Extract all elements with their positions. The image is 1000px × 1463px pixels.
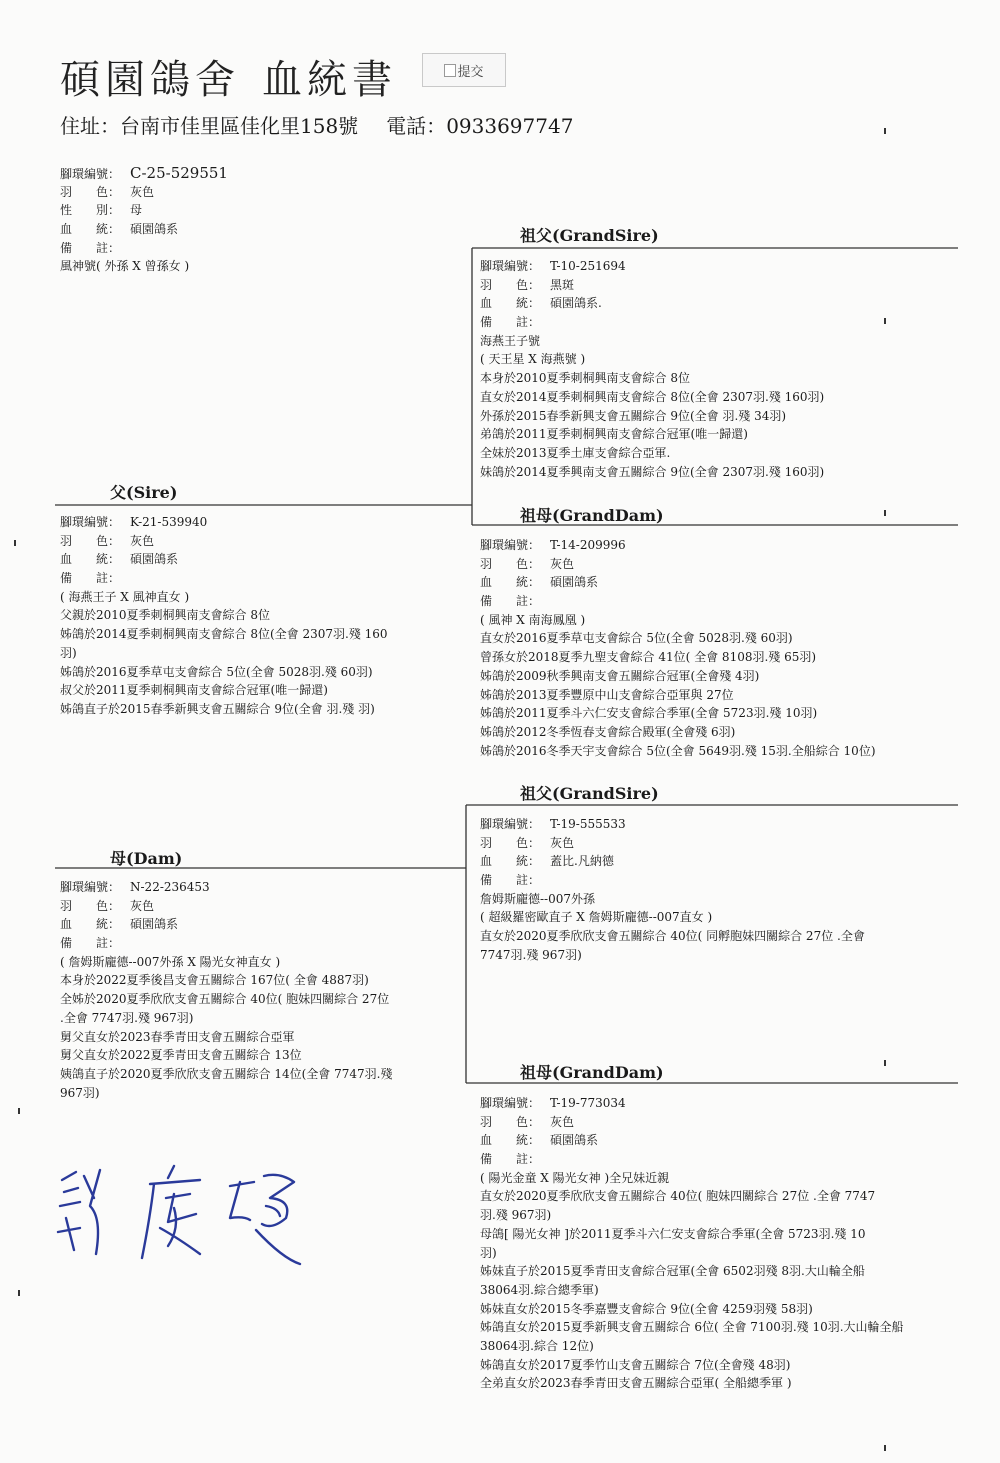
ring-number: N-22-236453 [130, 880, 210, 894]
note-line: 姊鴿於2016夏季草屯支會綜合 5位(全會 5028羽.殘 60羽) [60, 664, 373, 679]
color-value: 灰色 [550, 835, 575, 850]
note-line: 姊鴿於2009秋季興南支會五關綜合冠軍(全會殘 4羽) [480, 668, 760, 683]
remark-label: 備 註： [480, 594, 541, 609]
color-value: 灰色 [130, 533, 155, 548]
strain-value: 碩園鴿系 [550, 1133, 599, 1148]
ring-number: K-21-539940 [130, 515, 208, 529]
strain-label: 血 統： [480, 1133, 541, 1148]
strain-label: 血 統： [480, 575, 541, 590]
note-line: 姨鴿直子於2020夏季欣欣支會五關綜合 14位(全會 7747羽.殘 [60, 1066, 393, 1081]
note-line: ( 超級羅密歐直子 X 詹姆斯龐德--007直女 ) [480, 910, 713, 925]
scan-speckle [884, 1445, 886, 1451]
strain-value: 碩園鴿系 [550, 575, 599, 590]
note-line: 舅父直女於2023春季青田支會五關綜合亞軍 [60, 1029, 295, 1044]
note-line: 叔父於2011夏季刺桐興南支會綜合冠軍(唯一歸還) [60, 683, 328, 698]
scan-speckle [884, 128, 886, 134]
dam-header: 母(Dam) [110, 849, 183, 868]
color-value: 黑斑 [550, 277, 575, 292]
submit-button-label: 提交 [457, 64, 484, 80]
broken-image-icon [444, 64, 456, 77]
sire-info [60, 513, 388, 719]
note-line: 直女於2014夏季刺桐興南支會綜合 8位(全會 2307羽.殘 160羽) [480, 389, 825, 404]
note-line: 38064羽.綜合 12位) [480, 1338, 594, 1353]
strain-value: 蓋比.凡納德 [550, 854, 614, 869]
note-line: 舅父直女於2022夏季青田支會五關綜合 13位 [60, 1048, 302, 1063]
strain-value: 碩園鴿系 [130, 552, 179, 567]
phone-label: 電話： [386, 114, 447, 138]
ring-number: T-14-209996 [550, 538, 626, 552]
note-line: 風神號( 外孫 X 曾孫女 ) [60, 259, 190, 274]
remark-label: 備 註： [480, 315, 541, 330]
color-label: 羽 色： [60, 533, 121, 548]
ring-number: T-19-555533 [550, 817, 626, 831]
ring-label: 腳環編號： [60, 880, 121, 894]
color-label: 羽 色： [480, 1114, 541, 1129]
loft-name: 碩園鴿舍 [60, 57, 240, 103]
strain-label: 血 統： [60, 552, 121, 567]
note-line: 38064羽.綜合總季軍) [480, 1282, 599, 1297]
ring-label: 腳環編號： [60, 167, 121, 181]
scan-speckle [18, 1108, 20, 1114]
submit-button[interactable] [422, 53, 506, 87]
address-value: 台南市佳里區佳化里158號 [120, 114, 359, 138]
sire-granddam-header: 祖母(GrandDam) [520, 506, 664, 525]
ring-label: 腳環編號： [60, 515, 121, 529]
scan-speckle [884, 510, 886, 516]
sire-grandsire-info [480, 257, 824, 481]
address-label: 住址： [60, 114, 120, 138]
note-line: 羽) [480, 1245, 497, 1260]
scan-speckle [14, 540, 16, 546]
color-label: 羽 色： [480, 277, 541, 292]
note-line: 全弟直女於2023春季青田支會五關綜合亞軍( 全船總季軍 ) [480, 1376, 792, 1391]
remark-label: 備 註： [60, 240, 121, 255]
note-line: 羽) [60, 645, 77, 660]
note-line: 弟鴿於2011夏季刺桐興南支會綜合冠軍(唯一歸還) [480, 427, 748, 442]
note-line: 姊鴿直女於2017夏季竹山支會五關綜合 7位(全會殘 48羽) [480, 1357, 791, 1372]
sex-label: 性 別： [60, 203, 121, 218]
note-line: ( 海燕王子 X 風神直女 ) [60, 589, 190, 604]
remark-label: 備 註： [60, 571, 121, 586]
color-label: 羽 色： [480, 835, 541, 850]
color-label: 羽 色： [60, 184, 121, 199]
color-value: 灰色 [550, 1114, 575, 1129]
dam-granddam-info [480, 1094, 904, 1393]
sire-grandsire-header: 祖父(GrandSire) [520, 226, 659, 245]
note-line: 全姊於2020夏季欣欣支會五關綜合 40位( 胞妹四關綜合 27位 [60, 992, 390, 1007]
note-line: 姊鴿於2014夏季刺桐興南支會綜合 8位(全會 2307羽.殘 160 [60, 627, 388, 642]
note-line: 羽.殘 967羽) [480, 1208, 552, 1223]
note-line: 海燕王子號 [480, 333, 541, 348]
strain-label: 血 統： [480, 854, 541, 869]
note-line: 姊鴿直子於2015春季新興支會五關綜合 9位(全會 羽.殘 羽) [60, 701, 375, 716]
remark-label: 備 註： [60, 936, 121, 951]
note-line: 本身於2022夏季後昌支會五關綜合 167位( 全會 4887羽) [60, 973, 369, 988]
note-line: 全妹於2013夏季土庫支會綜合亞軍. [480, 445, 671, 460]
strain-label: 血 統： [60, 222, 121, 237]
color-label: 羽 色： [60, 898, 121, 913]
sire-granddam-info [480, 536, 876, 760]
note-line: 父親於2010夏季刺桐興南支會綜合 8位 [60, 608, 270, 623]
note-line: ( 詹姆斯龐德--007外孫 X 陽光女神直女 ) [60, 954, 281, 969]
note-line: 直女於2020夏季欣欣支會五關綜合 40位( 胞妹四關綜合 27位 .全會 7747 [480, 1189, 876, 1204]
color-value: 灰色 [130, 898, 155, 913]
note-line: 姊鴿於2011夏季斗六仁安支會綜合季軍(全會 5723羽.殘 10羽) [480, 706, 818, 721]
note-line: 姊妹直子於2015夏季青田支會綜合冠軍(全會 6502羽殘 8羽.大山輪全船 [480, 1264, 865, 1279]
remark-label: 備 註： [480, 873, 541, 888]
scan-speckle [884, 1060, 886, 1066]
note-line: 姊鴿於2012冬季恆春支會綜合殿軍(全會殘 6羽) [480, 724, 736, 739]
strain-label: 血 統： [60, 917, 121, 932]
note-line: 妹鴿於2014夏季興南支會五關綜合 9位(全會 2307羽.殘 160羽) [480, 464, 825, 479]
note-line: 姊鴿於2013夏季豐原中山支會綜合亞軍與 27位 [480, 687, 734, 702]
ring-label: 腳環編號： [480, 538, 541, 552]
phone-value: 0933697747 [446, 114, 574, 138]
strain-value: 碩園鴿系 [130, 917, 179, 932]
note-line: ( 陽光金童 X 陽光女神 )全兄妹近親 [480, 1170, 670, 1185]
scan-speckle [884, 318, 886, 324]
note-line: 直女於2016夏季草屯支會綜合 5位(全會 5028羽.殘 60羽) [480, 631, 793, 646]
ring-number: T-19-773034 [550, 1096, 626, 1110]
note-line: 7747羽.殘 967羽) [480, 947, 582, 962]
note-line: ( 風神 X 南海鳳凰 ) [480, 612, 586, 627]
note-line: 967羽) [60, 1085, 100, 1100]
dam-info [60, 878, 392, 1102]
strain-label: 血 統： [480, 296, 541, 311]
note-line: 詹姆斯龐德--007外孫 [480, 891, 596, 906]
note-line: 直女於2020夏季欣欣支會五關綜合 40位( 同孵胞妹四關綜合 27位 .全會 [480, 929, 865, 944]
note-line: 母鴿[ 陽光女神 ]於2011夏季斗六仁安支會綜合季軍(全會 5723羽.殘 10 [480, 1226, 866, 1241]
scan-speckle [18, 1290, 20, 1296]
dam-grandsire-header: 祖父(GrandSire) [520, 784, 659, 803]
note-line: 姊鴿於2016冬季天宇支會綜合 5位(全會 5649羽.殘 15羽.全船綜合 10位) [480, 743, 876, 758]
handwritten-signature [50, 1158, 310, 1268]
color-value: 灰色 [130, 184, 155, 199]
ring-number: T-10-251694 [550, 259, 626, 273]
dam-grandsire-info [480, 815, 865, 965]
note-line: 姊妹直女於2015冬季嘉豐支會綜合 9位(全會 4259羽殘 58羽) [480, 1301, 813, 1316]
note-line: ( 天王星 X 海燕號 ) [480, 352, 586, 367]
bird-info [60, 164, 228, 276]
contact-line [60, 110, 573, 139]
strain-value: 碩園鴿系. [550, 296, 602, 311]
page-title [60, 48, 397, 105]
sex-value: 母 [130, 203, 143, 218]
color-value: 灰色 [550, 556, 575, 571]
sire-header: 父(Sire) [110, 483, 178, 502]
note-line: 曾孫女於2018夏季九聖支會綜合 41位( 全會 8108羽.殘 65羽) [480, 650, 817, 665]
note-line: 外孫於2015春季新興支會五關綜合 9位(全會 羽.殘 34羽) [480, 408, 787, 423]
ring-label: 腳環編號： [480, 259, 541, 273]
ring-label: 腳環編號： [480, 817, 541, 831]
ring-number: C-25-529551 [130, 164, 228, 182]
ring-label: 腳環編號： [480, 1096, 541, 1110]
color-label: 羽 色： [480, 556, 541, 571]
document-type: 血統書 [262, 57, 397, 103]
remark-label: 備 註： [480, 1152, 541, 1167]
note-line: 本身於2010夏季刺桐興南支會綜合 8位 [480, 371, 690, 386]
note-line: .全會 7747羽.殘 967羽) [60, 1010, 194, 1025]
note-line: 姊鴿直女於2015夏季新興支會五關綜合 6位( 全會 7100羽.殘 10羽.大山輪全船 [480, 1320, 904, 1335]
dam-granddam-header: 祖母(GrandDam) [520, 1063, 664, 1082]
strain-value: 碩園鴿系 [130, 222, 179, 237]
